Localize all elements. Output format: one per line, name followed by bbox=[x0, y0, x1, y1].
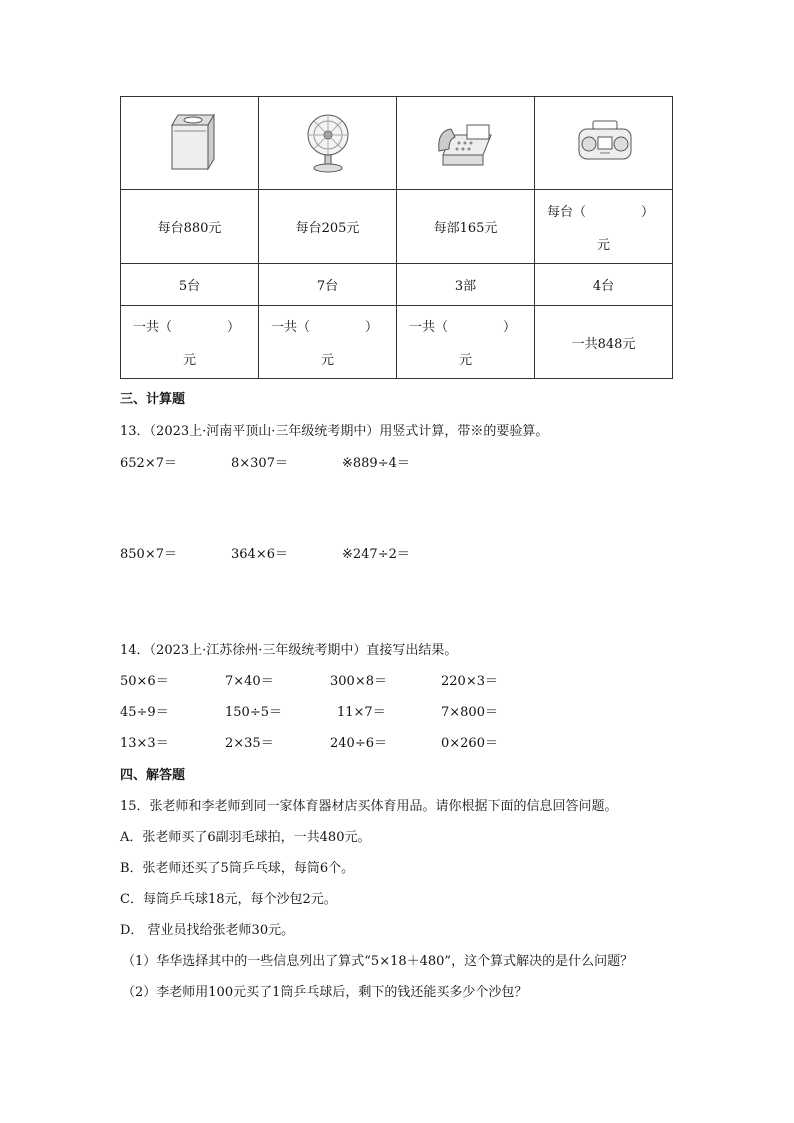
section-4-heading: 四、解答题 bbox=[120, 768, 186, 783]
price-prefix: 每台（ bbox=[547, 204, 587, 220]
q14-item: 7×800＝ bbox=[441, 705, 498, 720]
section-3-heading: 三、计算题 bbox=[120, 392, 186, 407]
q14-item: 13×3＝ bbox=[120, 736, 169, 751]
q14-item: 11×7＝ bbox=[337, 705, 386, 720]
appliance-price-table bbox=[120, 96, 673, 379]
telephone-icon bbox=[431, 111, 501, 175]
total-washing-machine-blank[interactable] bbox=[121, 306, 259, 379]
washing-machine-cell bbox=[121, 97, 259, 190]
q14-item: 240÷6＝ bbox=[330, 736, 387, 751]
telephone-cell bbox=[397, 97, 535, 190]
price-washing-machine: 每台880元 bbox=[121, 190, 259, 264]
electric-fan-cell bbox=[259, 97, 397, 190]
total-unit: 元 bbox=[458, 353, 472, 368]
q15-sub-question-1: （1）华华选择其中的一些信息列出了算式“5×18＋480”，这个算式解决的是什么问题？ bbox=[122, 954, 634, 969]
question-13: 13．（2023上·河南平顶山·三年级统考期中）用竖式计算，带※的要验算。 bbox=[120, 424, 549, 439]
total-unit: 元 bbox=[182, 353, 196, 368]
radio-icon bbox=[569, 111, 639, 175]
q14-item: 0×260＝ bbox=[441, 736, 498, 751]
q13-item: 364×6＝ bbox=[231, 547, 288, 562]
q13-item: 8×307＝ bbox=[231, 456, 288, 471]
q15-info-d: D． 营业员找给张老师30元。 bbox=[120, 923, 295, 938]
q13-item: ※889÷4＝ bbox=[342, 456, 410, 471]
total-prefix: 一共（ bbox=[271, 320, 311, 335]
q15-info-c: C．每筒乒乓球18元，每个沙包2元。 bbox=[120, 892, 337, 907]
price-unit: 元 bbox=[596, 237, 610, 253]
q14-item: 220×3＝ bbox=[441, 674, 498, 689]
washing-machine-icon bbox=[160, 111, 220, 175]
q14-item: 45÷9＝ bbox=[120, 705, 169, 720]
qty-washing-machine: 5台 bbox=[121, 264, 259, 306]
q14-item: 50×6＝ bbox=[120, 674, 169, 689]
total-suffix: ） bbox=[364, 320, 378, 335]
total-suffix: ） bbox=[502, 320, 516, 335]
question-15: 15．张老师和李老师到同一家体育器材店买体育用品。请你根据下面的信息回答问题。 bbox=[120, 799, 618, 814]
total-fan-blank[interactable] bbox=[259, 306, 397, 379]
q13-item: 652×7＝ bbox=[120, 456, 177, 471]
total-telephone-blank[interactable] bbox=[397, 306, 535, 379]
q15-info-b: B．张老师还买了5筒乒乓球，每筒6个。 bbox=[120, 861, 355, 876]
total-suffix: ） bbox=[226, 320, 240, 335]
q14-item: 7×40＝ bbox=[225, 674, 274, 689]
q14-item: 300×8＝ bbox=[330, 674, 387, 689]
q15-info-a: A．张老师买了6副羽毛球拍，一共480元。 bbox=[120, 830, 371, 845]
price-fan: 每台205元 bbox=[259, 190, 397, 264]
q15-sub-question-2: （2）李老师用100元买了1筒乒乓球后，剩下的钱还能买多少个沙包？ bbox=[122, 985, 528, 1000]
price-suffix: ） bbox=[640, 204, 654, 220]
radio-cell bbox=[535, 97, 673, 190]
total-radio: 一共848元 bbox=[535, 306, 673, 379]
qty-radio: 4台 bbox=[535, 264, 673, 306]
total-unit: 元 bbox=[320, 353, 334, 368]
total-prefix: 一共（ bbox=[133, 320, 173, 335]
price-radio-blank[interactable] bbox=[535, 190, 673, 264]
q13-item: ※247÷2＝ bbox=[342, 547, 410, 562]
q14-item: 2×35＝ bbox=[225, 736, 274, 751]
price-telephone: 每部165元 bbox=[397, 190, 535, 264]
qty-fan: 7台 bbox=[259, 264, 397, 306]
q13-item: 850×7＝ bbox=[120, 547, 177, 562]
q14-item: 150÷5＝ bbox=[225, 705, 282, 720]
electric-fan-icon bbox=[298, 111, 358, 175]
qty-telephone: 3部 bbox=[397, 264, 535, 306]
question-14: 14．（2023上·江苏徐州·三年级统考期中）直接写出结果。 bbox=[120, 643, 458, 658]
total-prefix: 一共（ bbox=[409, 320, 449, 335]
